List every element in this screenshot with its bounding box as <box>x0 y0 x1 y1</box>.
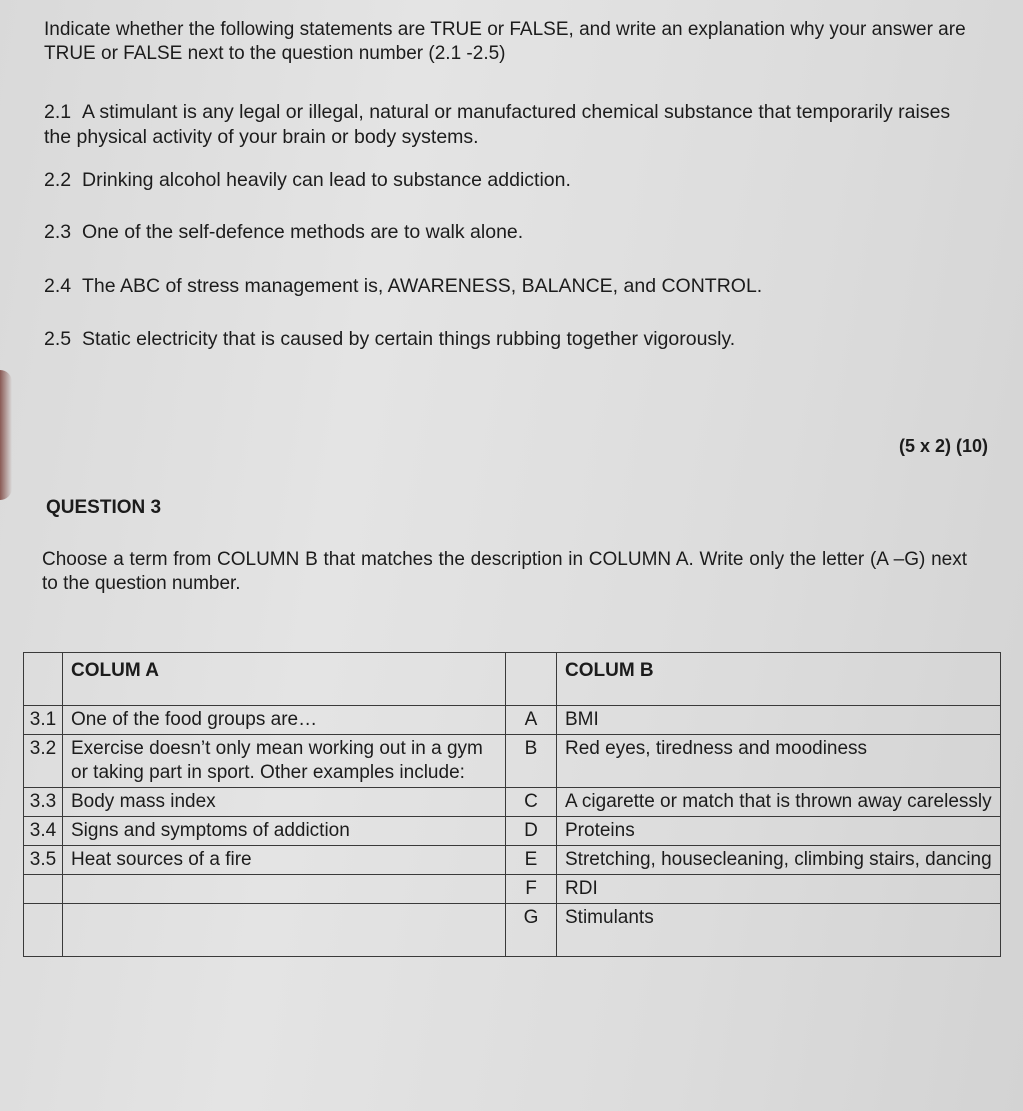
column-a-header: COLUM A <box>63 653 506 706</box>
column-b-header: COLUM B <box>557 653 1001 706</box>
matching-table <box>23 652 1001 957</box>
table-row: 3.1 One of the food groups are… A BMI <box>24 706 1001 735</box>
table-row: 3.4 Signs and symptoms of addiction D Proteins <box>24 817 1001 846</box>
statement-2-1: 2.1 A stimulant is any legal or illegal, natural or manufactured chemical substance that temporarily raises the physical activity of your brain or body systems. <box>44 101 951 148</box>
statement-2-4: 2.4 The ABC of stress management is, AWARENESS, BALANCE, and CONTROL. <box>44 275 763 297</box>
table-header-row <box>24 653 1001 706</box>
header-num-cell <box>24 653 63 706</box>
statement-2-5: 2.5 Static electricity that is caused by certain things rubbing together vigorously. <box>44 328 736 350</box>
table-row: 3.3 Body mass index C A cigarette or match that is thrown away carelessly <box>24 788 1001 817</box>
statement-2-2: 2.2 Drinking alcohol heavily can lead to substance addiction. <box>44 169 571 191</box>
question-3-instructions: Choose a term from COLUMN B that matches the description in COLUMN A. Write only the letter (A –G) next to the question number. <box>42 549 967 594</box>
table-row: F RDI <box>24 875 1001 904</box>
header-letter-cell <box>506 653 557 706</box>
page-edge-shadow <box>0 370 12 500</box>
table-row: 3.2 Exercise doesn’t only mean working out in a gym or taking part in sport. Other examples include: B Red eyes, tiredness and moodiness <box>24 735 1001 788</box>
question-2-section <box>44 8 974 352</box>
table-row: 3.5 Heat sources of a fire E Stretching, housecleaning, climbing stairs, dancing <box>24 846 1001 875</box>
question-2-instructions: Indicate whether the following statements are TRUE or FALSE, and write an explanation why your answer are TRUE or FALSE next to the question number (2.1 -2.5) <box>44 19 966 64</box>
marks-allocation: (5 x 2) (10) <box>898 436 988 456</box>
table-row: G Stimulants <box>24 904 1001 957</box>
statement-2-3: 2.3 One of the self-defence methods are to walk alone. <box>44 221 524 243</box>
question-3-heading: QUESTION 3 <box>46 497 162 518</box>
